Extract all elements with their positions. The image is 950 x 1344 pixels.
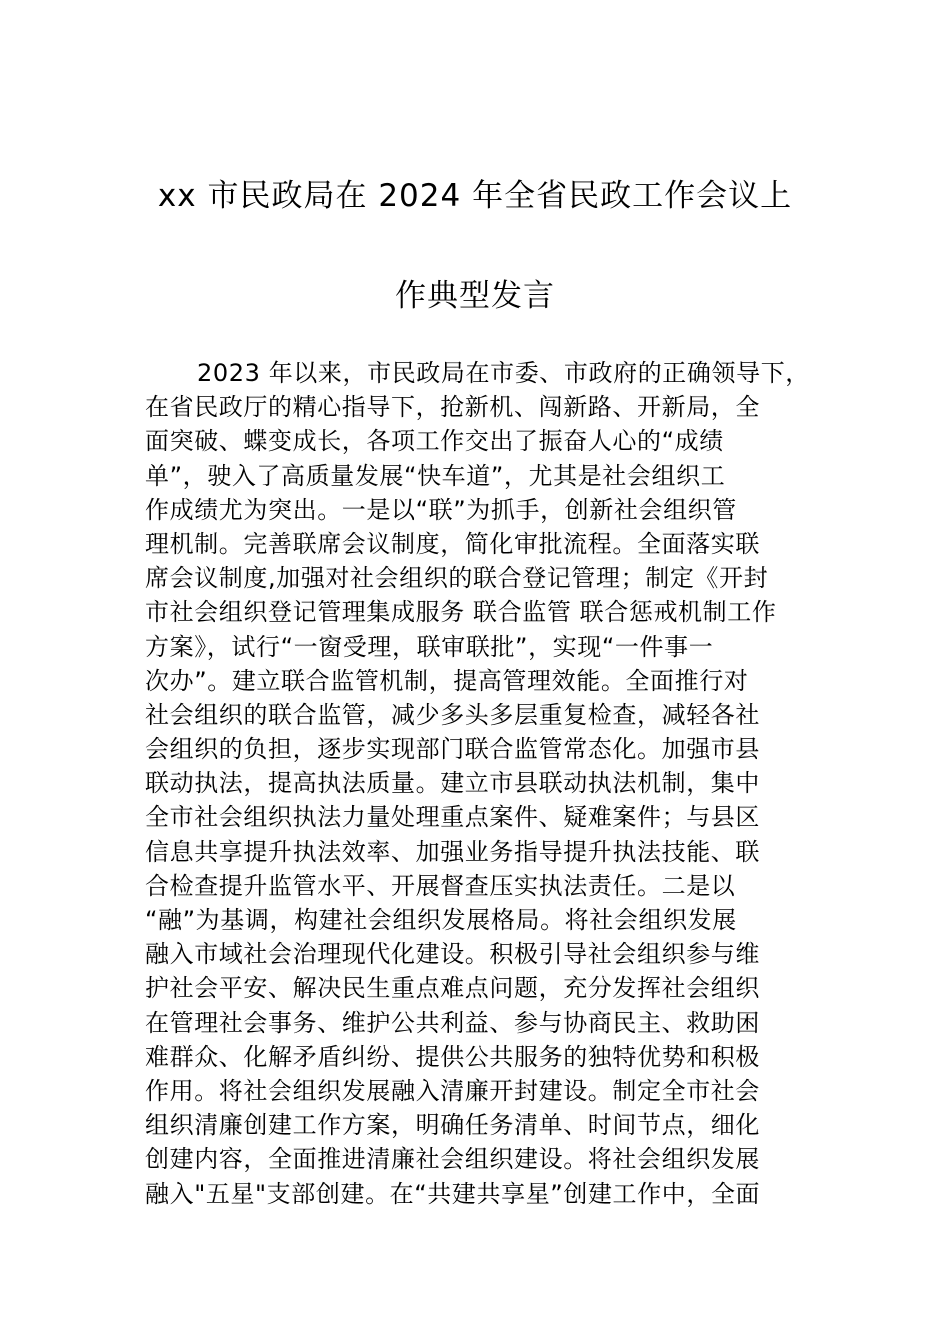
body-line: 信息共享提升执法效率、加强业务指导提升执法技能、联	[145, 837, 760, 866]
body-line: 创建内容，全面推进清廉社会组织建设。将社会组织发展	[145, 1145, 760, 1174]
body-line: “融”为基调，构建社会组织发展格局。将社会组织发展	[145, 906, 737, 934]
title-line-2: 作典型发言	[395, 278, 555, 314]
body-line: 作成绩尤为突出。一是以“联”为抓手，创新社会组织管	[145, 495, 737, 524]
body-line: 联动执法，提高执法质量。建立市县联动执法机制，集中	[145, 769, 760, 798]
body-line: 理机制。完善联席会议制度，简化审批流程。全面落实联	[145, 529, 760, 558]
body-line: 面突破、蝶变成长，各项工作交出了振奋人心的“成绩	[145, 427, 724, 456]
body-line: 2023 年以来，市民政局在市委、市政府的正确领导下，	[197, 359, 810, 387]
body-line: 在省民政厅的精心指导下，抢新机、闯新路、开新局，全	[145, 393, 760, 422]
body-line: 护社会平安、解决民生重点难点问题，充分发挥社会组织	[145, 974, 760, 1003]
body-line: 市社会组织登记管理集成服务 联合监管 联合惩戒机制工作	[145, 598, 777, 627]
body-line: 方案》，试行“一窗受理，联审联批”，实现“一件事一	[145, 632, 714, 661]
body-line: 次办”。建立联合监管机制，提高管理效能。全面推行对	[145, 666, 749, 695]
document-title	[0, 170, 950, 322]
body-line: 席会议制度,加强对社会组织的联合登记管理；制定《开封	[145, 564, 769, 593]
body-line: 融入市域社会治理现代化建设。积极引导社会组织参与维	[145, 940, 760, 969]
title-line-1: xx 市民政局在 2024 年全省民政工作会议上	[157, 178, 793, 214]
body-line: 难群众、化解矛盾纠纷、提供公共服务的独特优势和积极	[145, 1042, 760, 1071]
body-line: 融入"五星"支部创建。在“共建共享星”创建工作中，全面	[145, 1179, 761, 1208]
body-line: 组织清廉创建工作方案，明确任务清单、时间节点，细化	[145, 1111, 760, 1140]
document-body	[145, 356, 835, 1211]
body-line: 社会组织的联合监管，减少多头多层重复检查，减轻各社	[145, 700, 760, 729]
body-line: 会组织的负担，逐步实现部门联合监管常态化。加强市县	[145, 735, 760, 764]
body-line: 单”，驶入了高质量发展“快车道”，尤其是社会组织工	[145, 461, 726, 490]
body-line: 全市社会组织执法力量处理重点案件、疑难案件；与县区	[145, 803, 760, 832]
body-line: 在管理社会事务、维护公共利益、参与协商民主、救助困	[145, 1008, 760, 1037]
body-line: 合检查提升监管水平、开展督查压实执法责任。二是以	[145, 871, 736, 900]
body-line: 作用。将社会组织发展融入清廉开封建设。制定全市社会	[145, 1076, 760, 1105]
